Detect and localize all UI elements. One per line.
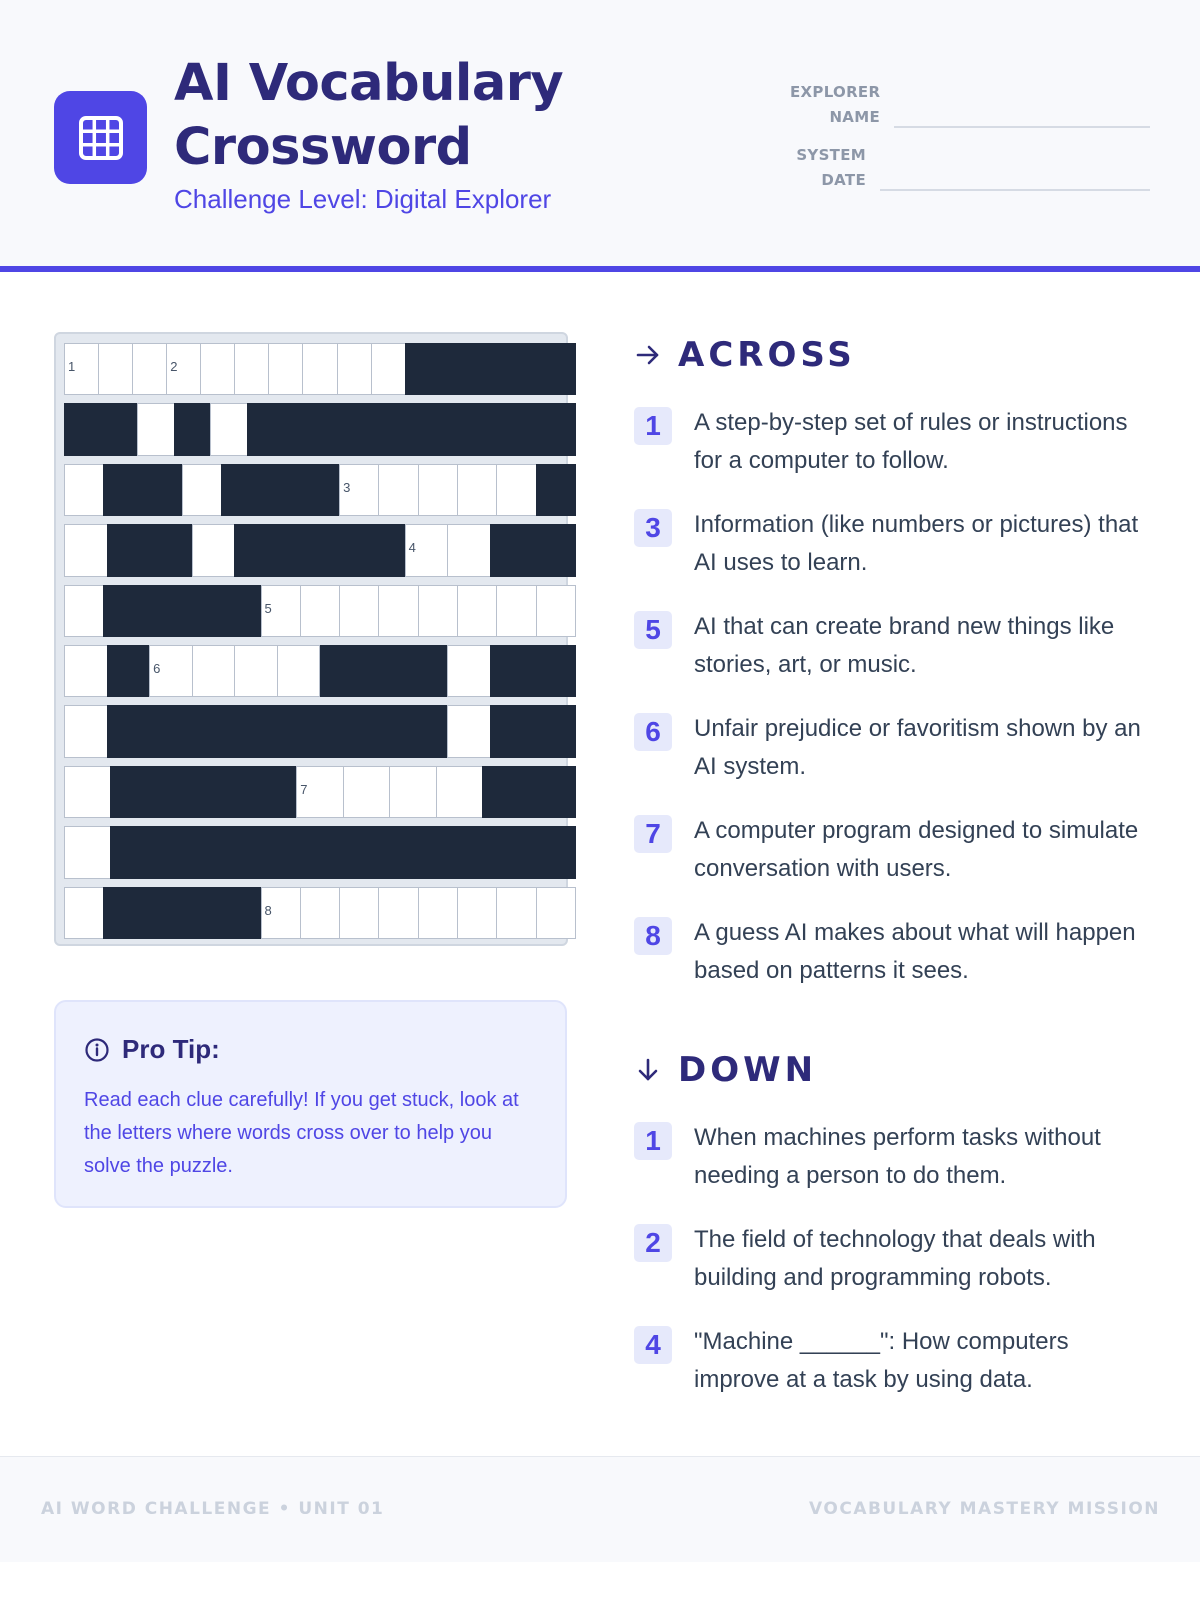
pro-tip-header <box>84 1034 220 1065</box>
crossword-block <box>107 705 151 757</box>
crossword-cell[interactable] <box>496 887 536 939</box>
down-title: DOWN <box>678 1050 818 1090</box>
crossword-cell[interactable] <box>371 343 406 395</box>
crossword-block <box>110 826 157 878</box>
crossword-cell[interactable] <box>64 887 104 939</box>
crossword-cell[interactable] <box>64 343 99 395</box>
crossword-block <box>192 705 236 757</box>
clue-number: 1 <box>634 407 672 445</box>
crossword-block <box>143 585 183 637</box>
crossword-block <box>429 403 467 455</box>
explorer-name-field[interactable] <box>894 126 1150 128</box>
clue-text: A guess AI makes about what will happen based on patterns it sees. <box>694 919 1136 984</box>
crossword-cell[interactable] <box>447 524 491 576</box>
crossword-grid-frame <box>54 332 568 946</box>
clue-number: 1 <box>634 1122 672 1160</box>
crossword-block <box>439 343 474 395</box>
crossword-block <box>490 705 534 757</box>
clue-text: A step-by-step set of rules or instructions for a computer to follow. <box>694 409 1128 474</box>
crossword-block <box>182 585 222 637</box>
crossword-block <box>436 826 483 878</box>
crossword-cell[interactable] <box>378 887 418 939</box>
clue-number-label: 6 <box>153 661 161 676</box>
crossword-cell[interactable] <box>418 887 458 939</box>
crossword-block <box>405 343 440 395</box>
crossword-cell[interactable] <box>64 464 104 516</box>
clue-number: 2 <box>634 1224 672 1262</box>
crossword-cell[interactable] <box>405 524 449 576</box>
worksheet-footer <box>0 1456 1200 1562</box>
arrow-right-icon <box>634 341 662 369</box>
crossword-block <box>103 887 143 939</box>
crossword-cell[interactable] <box>418 585 458 637</box>
crossword-block <box>482 766 529 818</box>
crossword-cell[interactable] <box>536 585 576 637</box>
clue-text: AI that can create brand new things like stories, art, or music. <box>694 613 1115 678</box>
crossword-cell[interactable] <box>378 585 418 637</box>
across-section <box>634 335 1174 995</box>
crossword-block <box>234 524 278 576</box>
crossword-block <box>541 343 576 395</box>
crossword-grid <box>64 343 575 939</box>
down-header <box>634 1050 1174 1090</box>
crossword-cell[interactable] <box>337 343 372 395</box>
crossword-block <box>107 645 151 697</box>
crossword-block <box>362 524 406 576</box>
crossword-block <box>362 705 406 757</box>
explorer-name-row <box>790 80 1150 130</box>
crossword-block <box>343 826 390 878</box>
crossword-block <box>532 524 576 576</box>
crossword-block <box>320 645 364 697</box>
crossword-cell[interactable] <box>378 464 418 516</box>
crossword-cell[interactable] <box>64 766 111 818</box>
pro-tip-box <box>54 1000 567 1208</box>
crossword-block <box>261 464 301 516</box>
crossword-cell[interactable] <box>64 826 111 878</box>
crossword-block <box>143 464 183 516</box>
crossword-cell[interactable] <box>496 464 536 516</box>
crossword-cell[interactable] <box>64 585 104 637</box>
clue-text: "Machine ______": How computers improve at a task by using data. <box>694 1328 1069 1393</box>
crossword-cell[interactable] <box>536 887 576 939</box>
clue-number-label: 4 <box>408 540 416 556</box>
crossword-block <box>221 585 261 637</box>
crossword-block <box>389 826 436 878</box>
grid-icon <box>78 115 124 161</box>
clue-number: 6 <box>634 713 672 751</box>
crossword-block <box>529 766 576 818</box>
crossword-block <box>250 766 297 818</box>
crossword-cell[interactable] <box>436 766 483 818</box>
crossword-block <box>203 826 250 878</box>
crossword-block <box>532 645 576 697</box>
crossword-cell[interactable] <box>234 343 269 395</box>
system-date-field[interactable] <box>880 189 1150 191</box>
crossword-cell[interactable] <box>234 645 278 697</box>
explorer-name-label: EXPLORER NAME <box>790 83 881 126</box>
crossword-cell[interactable] <box>261 887 301 939</box>
crossword-cell[interactable] <box>389 766 436 818</box>
crossword-block <box>277 524 321 576</box>
clue-text: Unfair prejudice or favoritism shown by an AI system. <box>694 715 1141 780</box>
crossword-cell[interactable] <box>300 887 340 939</box>
crossword-block <box>103 585 143 637</box>
clue-number-label: 5 <box>264 600 272 616</box>
crossword-block <box>182 887 222 939</box>
crossword-block <box>405 645 449 697</box>
student-fields <box>790 80 1150 206</box>
page-title: AI Vocabulary Crossword <box>174 54 564 177</box>
crossword-cell[interactable] <box>261 585 301 637</box>
crossword-block <box>320 403 358 455</box>
crossword-cell[interactable] <box>418 464 458 516</box>
crossword-block <box>532 705 576 757</box>
crossword-block <box>283 403 321 455</box>
crossword-block <box>296 826 343 878</box>
clue-number: 7 <box>634 815 672 853</box>
crossword-cell[interactable] <box>192 524 236 576</box>
crossword-cell[interactable] <box>98 343 133 395</box>
down-section <box>634 1050 1174 1410</box>
crossword-block <box>234 705 278 757</box>
crossword-block <box>101 403 139 455</box>
crossword-block <box>502 403 540 455</box>
clue-number-label: 1 <box>68 359 76 374</box>
crossword-block <box>482 826 529 878</box>
crossword-cell[interactable] <box>457 585 497 637</box>
clue-number: 5 <box>634 611 672 649</box>
crossword-block <box>393 403 431 455</box>
across-title: ACROSS <box>678 335 856 375</box>
crossword-block <box>473 343 508 395</box>
worksheet-header <box>0 0 1200 272</box>
crossword-cell[interactable] <box>277 645 321 697</box>
crossword-cell[interactable] <box>447 705 491 757</box>
crossword-block <box>157 766 204 818</box>
clue-number-label: 8 <box>264 902 272 918</box>
crossword-block <box>107 524 151 576</box>
crossword-cell[interactable] <box>210 403 248 455</box>
crossword-block <box>490 645 534 697</box>
crossword-block <box>247 403 285 455</box>
crossword-block <box>203 766 250 818</box>
clue-number-label: 7 <box>300 781 308 797</box>
crossword-block <box>277 705 321 757</box>
crossword-block <box>221 464 261 516</box>
crossword-block <box>103 464 143 516</box>
crossword-block <box>507 343 542 395</box>
crossword-cell[interactable] <box>296 766 343 818</box>
crossword-cell[interactable] <box>457 887 497 939</box>
crossword-cell[interactable] <box>339 887 379 939</box>
crossword-cell[interactable] <box>268 343 303 395</box>
clue-text: Information (like numbers or pictures) that AI uses to learn. <box>694 511 1139 576</box>
arrow-down-icon <box>634 1056 662 1084</box>
crossword-block <box>174 403 212 455</box>
crossword-block <box>149 524 193 576</box>
footer-unit-label: AI WORD CHALLENGE • UNIT 01 <box>41 1499 385 1519</box>
crossword-cell[interactable] <box>192 645 236 697</box>
crossword-cell[interactable] <box>339 464 379 516</box>
clue-number: 4 <box>634 1326 672 1364</box>
pro-tip-title: Pro Tip: <box>122 1034 220 1064</box>
crossword-block <box>143 887 183 939</box>
footer-mission-label: VOCABULARY MASTERY MISSION <box>809 1499 1160 1519</box>
crossword-block <box>362 645 406 697</box>
crossword-cell[interactable] <box>137 403 175 455</box>
system-date-row <box>790 143 1150 193</box>
crossword-block <box>149 705 193 757</box>
crossword-block <box>490 524 534 576</box>
clue-number-label: 3 <box>343 479 351 495</box>
clue-number-label: 2 <box>170 359 178 374</box>
info-icon <box>84 1037 110 1063</box>
crossword-cell[interactable] <box>166 343 201 395</box>
crossword-cell[interactable] <box>496 585 536 637</box>
crossword-block <box>529 826 576 878</box>
clue-number: 3 <box>634 509 672 547</box>
crossword-cell[interactable] <box>457 464 497 516</box>
crossword-cell[interactable] <box>132 343 167 395</box>
system-date-label: SYSTEM DATE <box>796 146 866 189</box>
across-header <box>634 335 1174 375</box>
crossword-block <box>466 403 504 455</box>
crossword-cell[interactable] <box>302 343 337 395</box>
crossword-block <box>110 766 157 818</box>
crossword-block <box>64 403 102 455</box>
logo <box>54 91 147 184</box>
crossword-cell[interactable] <box>64 645 108 697</box>
crossword-block <box>356 403 394 455</box>
crossword-cell[interactable] <box>149 645 193 697</box>
crossword-cell[interactable] <box>447 645 491 697</box>
clue-text: The field of technology that deals with building and programming robots. <box>694 1226 1096 1291</box>
crossword-cell[interactable] <box>339 585 379 637</box>
crossword-block <box>320 705 364 757</box>
clue-text: When machines perform tasks without needing a person to do them. <box>694 1124 1101 1189</box>
clue-text: A computer program designed to simulate conversation with users. <box>694 817 1139 882</box>
crossword-block <box>320 524 364 576</box>
crossword-block <box>157 826 204 878</box>
crossword-block <box>300 464 340 516</box>
crossword-cell[interactable] <box>343 766 390 818</box>
clue-number: 8 <box>634 917 672 955</box>
crossword-block <box>536 464 576 516</box>
crossword-block <box>250 826 297 878</box>
crossword-block <box>405 705 449 757</box>
pro-tip-text: Read each clue carefully! If you get stuck, look at the letters where words cross over to help you solve the puzzle. <box>84 1089 519 1177</box>
crossword-cell[interactable] <box>200 343 235 395</box>
crossword-cell[interactable] <box>64 705 108 757</box>
crossword-block <box>539 403 577 455</box>
crossword-cell[interactable] <box>182 464 222 516</box>
page-subtitle: Challenge Level: Digital Explorer <box>174 184 552 214</box>
crossword-cell[interactable] <box>300 585 340 637</box>
crossword-cell[interactable] <box>64 524 108 576</box>
crossword-block <box>221 887 261 939</box>
